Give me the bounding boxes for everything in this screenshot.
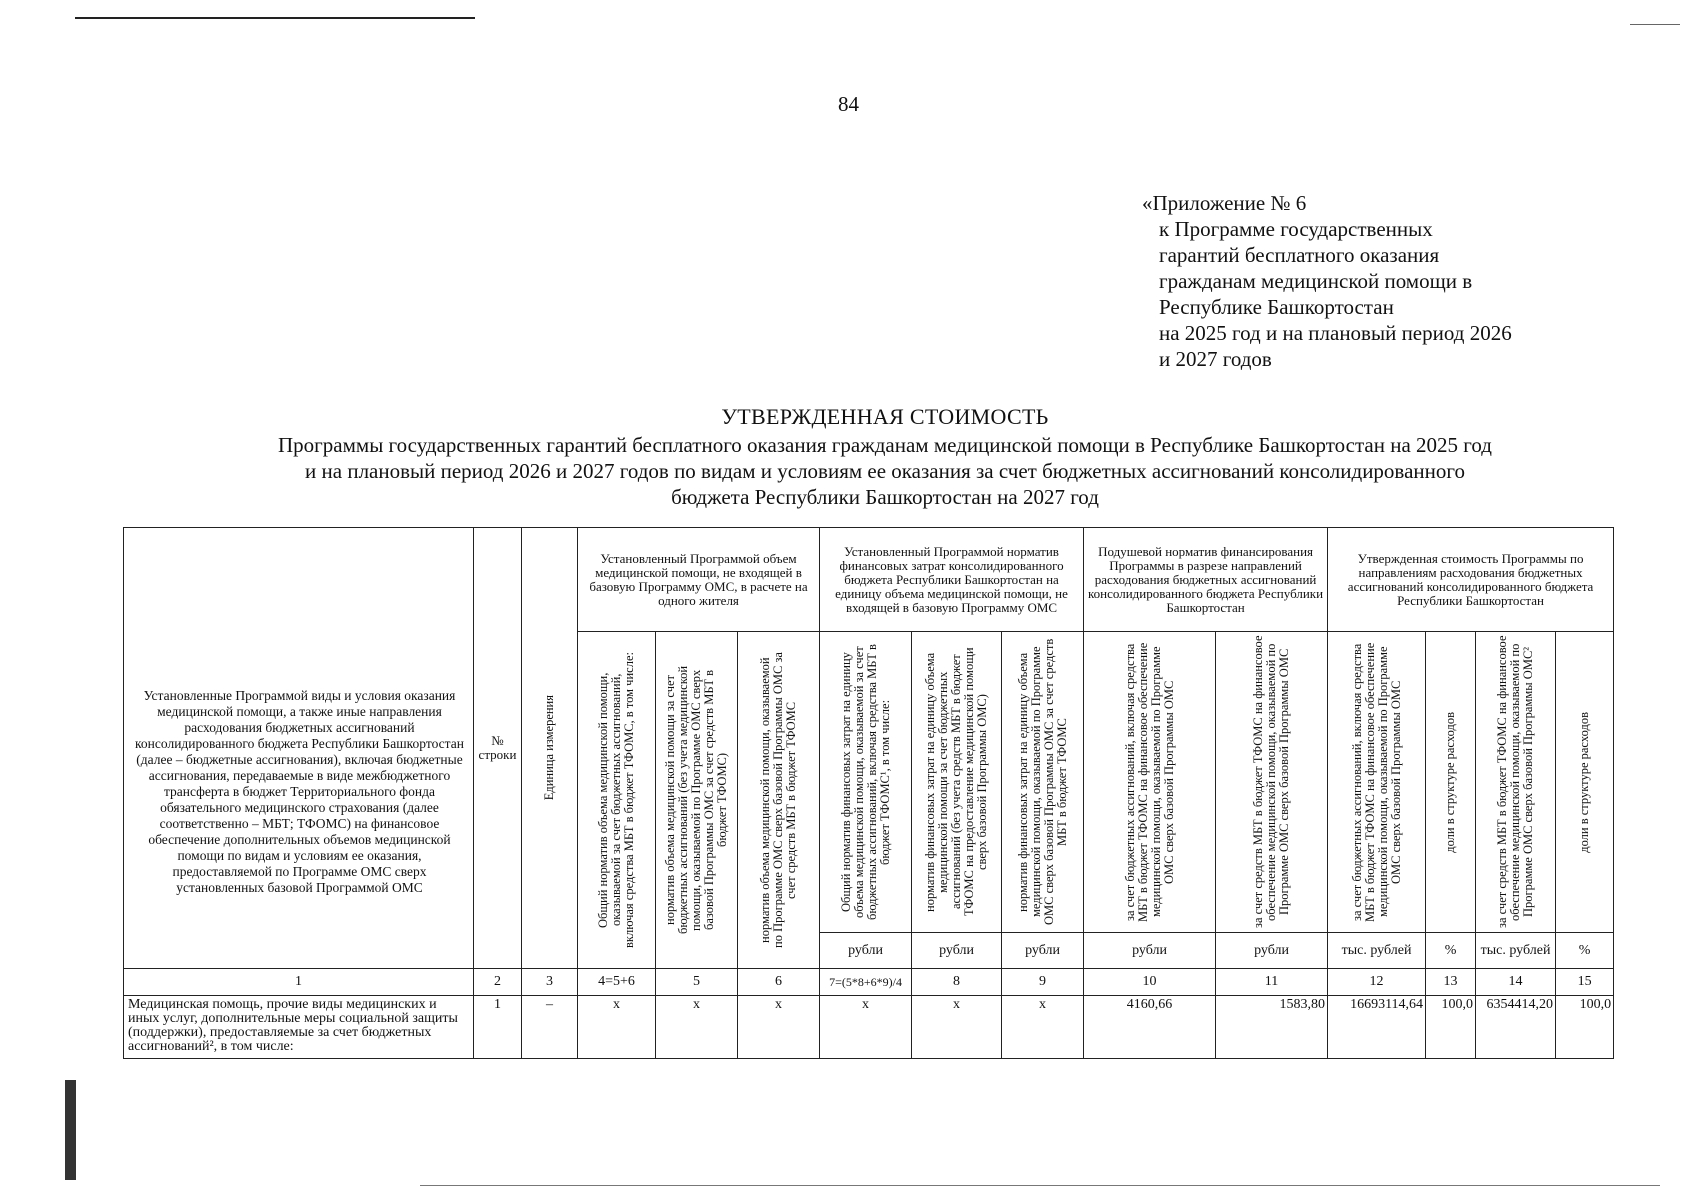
col-number: 14	[1476, 969, 1556, 996]
subheader-col10	[1084, 632, 1216, 933]
row-cell: 100,0	[1556, 996, 1614, 1059]
row-cell: 1	[474, 996, 522, 1059]
scan-line-left-edge	[65, 1080, 76, 1180]
col-number: 2	[474, 969, 522, 996]
row-cell: 1583,80	[1216, 996, 1328, 1059]
header-group-volume: Установленный Программой объем медицинской помощи, не входящей в базовую Программу ОМС, в расчете на одного жителя	[578, 528, 820, 632]
subheader-text: Общий норматив объема медицинской помощи, оказываемой за счет бюджетных ассигнований, включая средства МБТ в бюджет ТФОМС, в том числе:	[596, 652, 636, 948]
row-cell: х	[1002, 996, 1084, 1059]
row-name: Медицинская помощь, прочие виды медицинских и иных услуг, дополнительные меры социальной защиты (поддержки), предоставляемые за счет бюджетных ассигнований², в том числе:	[124, 996, 474, 1059]
col-number: 8	[912, 969, 1002, 996]
header-row-no: № строки	[474, 528, 522, 969]
unit-cell: рубли	[820, 933, 912, 969]
appendix-note	[1142, 190, 1512, 372]
scan-line-bottom	[420, 1185, 1660, 1186]
subheader-col5	[656, 632, 738, 969]
subheader-col15	[1556, 632, 1614, 933]
subtitle-line: и на плановый период 2026 и 2027 годов по видам и условиям ее оказания за счет бюджетных ассигнований консолидированного	[305, 459, 1465, 483]
column-number-row	[124, 969, 1614, 996]
appendix-line: и 2027 годов	[1159, 347, 1272, 371]
subheader-text: норматив финансовых затрат на единицу объема медицинской помощи, оказываемой по Программе ОМС сверх базовой Программы ОМС за счет средств МБТ в бюджет ТФОМС	[1015, 638, 1069, 926]
col-number: 12	[1328, 969, 1426, 996]
unit-cell: тыс. рублей	[1476, 933, 1556, 969]
subheader-text: норматив объема медицинской помощи, оказываемой по Программе ОМС сверх базовой Программы ОМС за счет средств МБТ в бюджет ТФОМС	[758, 652, 798, 948]
subheader-text: за счет бюджетных ассигнований, включая средства МБТ в бюджет ТФОМС на финансовое обеспечение медицинской помощи, оказываемой по Программе ОМС сверх базовой Программы ОМС	[1122, 642, 1176, 922]
scan-line-top-right	[1630, 24, 1680, 25]
document-subtitle	[170, 432, 1600, 510]
unit-cell: рубли	[1084, 933, 1216, 969]
unit-cell: рубли	[912, 933, 1002, 969]
subheader-text: доли в структуре расходов	[1443, 711, 1458, 853]
row-cell: х	[578, 996, 656, 1059]
col-number: 15	[1556, 969, 1614, 996]
subheader-text: доли в структуре расходов	[1577, 711, 1592, 853]
row-cell: х	[820, 996, 912, 1059]
col-number: 5	[656, 969, 738, 996]
cost-table	[123, 527, 1614, 1059]
subtitle-line: бюджета Республики Башкортостан на 2027 год	[671, 485, 1099, 509]
subheader-text: норматив объема медицинской помощи за счет бюджетных ассигнований (без учета медицинской помощи, оказываемой по Программе ОМС сверх базовой Программы ОМС за счет средств МБТ в бюджет ТФОМС)	[663, 665, 729, 935]
subheader-col4	[578, 632, 656, 969]
appendix-line: гражданам медицинской помощи в	[1159, 269, 1473, 293]
unit-cell: %	[1556, 933, 1614, 969]
row-cell: 16693114,64	[1328, 996, 1426, 1059]
appendix-line: на 2025 год и на плановый период 2026	[1159, 321, 1512, 345]
row-cell: –	[522, 996, 578, 1059]
subheader-col6	[738, 632, 820, 969]
unit-cell: тыс. рублей	[1328, 933, 1426, 969]
row-cell: х	[912, 996, 1002, 1059]
document-title: УТВЕРЖДЕННАЯ СТОИМОСТЬ	[721, 404, 1049, 429]
subheader-col12	[1328, 632, 1426, 933]
appendix-line: к Программе государственных	[1159, 217, 1433, 241]
appendix-line: гарантий бесплатного оказания	[1159, 243, 1440, 267]
table-row	[124, 996, 1614, 1059]
subheader-col14	[1476, 632, 1556, 933]
row-cell: 6354414,20	[1476, 996, 1556, 1059]
subheader-col11	[1216, 632, 1328, 933]
row-cell: 4160,66	[1084, 996, 1216, 1059]
subtitle-line: Программы государственных гарантий бесплатного оказания гражданам медицинской помощи в Республике Башкортостан на 2025 год	[278, 433, 1492, 457]
subheader-col7	[820, 632, 912, 933]
col-number: 9	[1002, 969, 1084, 996]
row-cell: 100,0	[1426, 996, 1476, 1059]
scan-line-top-left	[75, 17, 475, 19]
subheader-text: за счет средств МБТ в бюджет ТФОМС на финансовое обеспечение медицинской помощи, оказываемой по Программе ОМС сверх базовой Программы ОМС	[1251, 635, 1292, 929]
col-number: 13	[1426, 969, 1476, 996]
subheader-text: за счет бюджетных ассигнований, включая средства МБТ в бюджет ТФОМС на финансовое обеспечение медицинской помощи, оказываемой по Программе ОМС сверх базовой Программы ОМС	[1349, 642, 1403, 922]
unit-cell: рубли	[1002, 933, 1084, 969]
appendix-line: «Приложение № 6	[1142, 191, 1307, 215]
header-group-norm-cost: Установленный Программой норматив финансовых затрат консолидированного бюджета Республики Башкортостан на единицу объема медицинской помощи, не входящей в базовую Программу ОМС	[820, 528, 1084, 632]
header-group-per-capita: Подушевой норматив финансирования Программы в разрезе направлений расходования бюджетных ассигнований консолидированного бюджета Республики Башкортостан	[1084, 528, 1328, 632]
subheader-col13	[1426, 632, 1476, 933]
col-number: 7=(5*8+6*9)/4	[820, 969, 912, 996]
col-number: 10	[1084, 969, 1216, 996]
subheader-text: Общий норматив финансовых затрат на единицу объема медицинской помощи, оказываемой за счет бюджетных ассигнований, включая средства МБТ в бюджет ТФОМС¹, в том числе:	[838, 644, 892, 920]
header-unit	[522, 528, 578, 969]
unit-cell: %	[1426, 933, 1476, 969]
col-number: 6	[738, 969, 820, 996]
col-number: 4=5+6	[578, 969, 656, 996]
col-number: 11	[1216, 969, 1328, 996]
unit-cell: рубли	[1216, 933, 1328, 969]
row-cell: х	[656, 996, 738, 1059]
col-number: 3	[522, 969, 578, 996]
subheader-col9	[1002, 632, 1084, 933]
appendix-line: Республике Башкортостан	[1159, 295, 1394, 319]
header-group-approved: Утвержденная стоимость Программы по направлениям расходования бюджетных ассигнований консолидированного бюджета Республики Башкортостан	[1328, 528, 1614, 632]
page-number: 84	[838, 92, 859, 116]
col-number: 1	[124, 969, 474, 996]
subheader-text: за счет средств МБТ в бюджет ТФОМС на финансовое обеспечение медицинской помощи, оказываемой по Программе ОМС сверх базовой Программы ОМС²	[1495, 635, 1536, 929]
header-unit-text: Единица измерения	[542, 695, 556, 801]
header-types: Установленные Программой виды и условия оказания медицинской помощи, а также иные направления расходования бюджетных ассигнований консолидированного бюджета Республики Башкортостан (далее – бюджетные ассигнования), включая бюджетные ассигнования, передаваемые в виде межбюджетного трансферта в бюджет Территориального фонда обязательного медицинского страхования (далее соответственно – МБТ; ТФОМС) на финансовое обеспечение дополнительных объемов медицинской помощи по видам и условиям ее оказания, предоставляемой по Программе ОМС сверх установленных базовой Программой ОМС	[124, 528, 474, 969]
subheader-text: норматив финансовых затрат на единицу объема медицинской помощи за счет бюджетных ассигнований (без учета средств МБТ в бюджет ТФОМС на предоставление медицинской помощи сверх базовой Программы ОМС)	[923, 647, 990, 917]
row-cell: х	[738, 996, 820, 1059]
subheader-col8	[912, 632, 1002, 933]
